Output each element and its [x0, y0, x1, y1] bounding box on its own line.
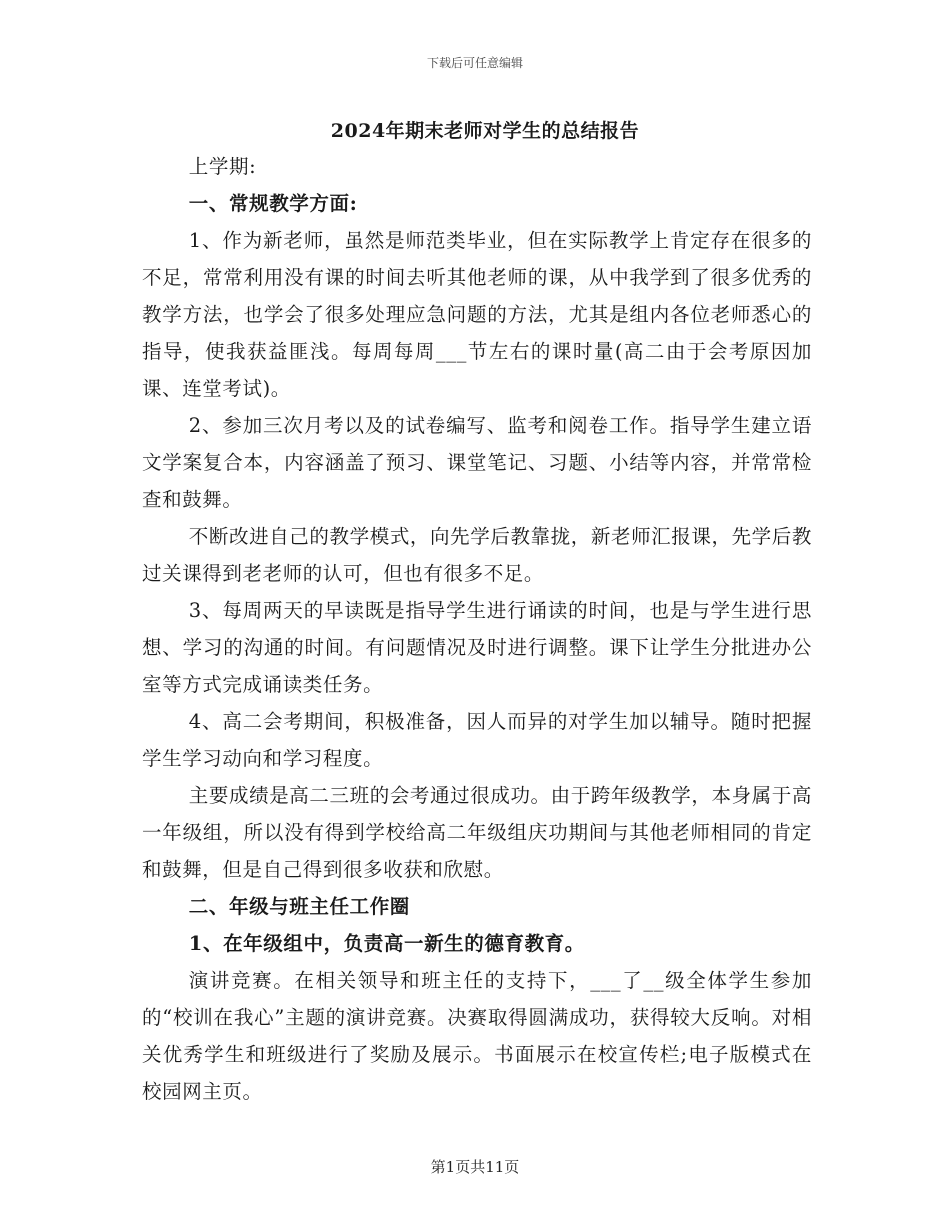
page-number: 第1页共11页 [430, 1158, 520, 1176]
section-heading-2: 二、年级与班主任工作圈 [188, 895, 410, 918]
paragraph: 演讲竞赛。在相关领导和班主任的支持下，___了__级全体学生参加的“校训在我心”主题的演讲竞赛。决赛取得圆满成功，获得较大反响。对相关优秀学生和班级进行了奖励及展示。书面展示在校宣传栏;电子版模式在校园网主页。 [142, 969, 812, 1103]
paragraph: 2、参加三次月考以及的试卷编写、监考和阅卷工作。指导学生建立语文学案复合本，内容涵盖了预习、课堂笔记、习题、小结等内容，并常常检查和鼓舞。 [142, 414, 812, 511]
paragraph: 4、高二会考期间，积极准备，因人而异的对学生加以辅导。随时把握学生学习动向和学习程度。 [142, 710, 812, 770]
paragraph: 1、作为新老师，虽然是师范类毕业，但在实际教学上肯定存在很多的不足，常常利用没有课的时间去听其他老师的课，从中我学到了很多优秀的教学方法，也学会了很多处理应急问题的方法，尤其是组内各位老师悉心的指导，使我获益匪浅。每周每周___节左右的课时量(高二由于会考原因加课、连堂考试)。 [142, 229, 812, 400]
document-title: 2024年期末老师对学生的总结报告 [330, 120, 640, 142]
paragraph: 3、每周两天的早读既是指导学生进行诵读的时间，也是与学生进行思想、学习的沟通的时间。有问题情况及时进行调整。课下让学生分批进办公室等方式完成诵读类任务。 [142, 599, 812, 696]
document-body [142, 148, 812, 1110]
header-note: 下载后可任意编辑 [426, 56, 523, 70]
paragraph-semester: 上学期: [188, 155, 257, 178]
paragraph: 不断改进自己的教学模式，向先学后教靠拢，新老师汇报课，先学后教过关课得到老老师的认可，但也有很多不足。 [142, 525, 812, 585]
subsection-heading: 1、在年级组中，负责高一新生的德育教育。 [188, 932, 585, 955]
section-heading-1: 一、常规教学方面: [188, 192, 358, 215]
paragraph: 主要成绩是高二三班的会考通过很成功。由于跨年级教学，本身属于高一年级组，所以没有得到学校给高二年级组庆功期间与其他老师相同的肯定和鼓舞，但是自己得到很多收获和欣慰。 [142, 784, 812, 881]
